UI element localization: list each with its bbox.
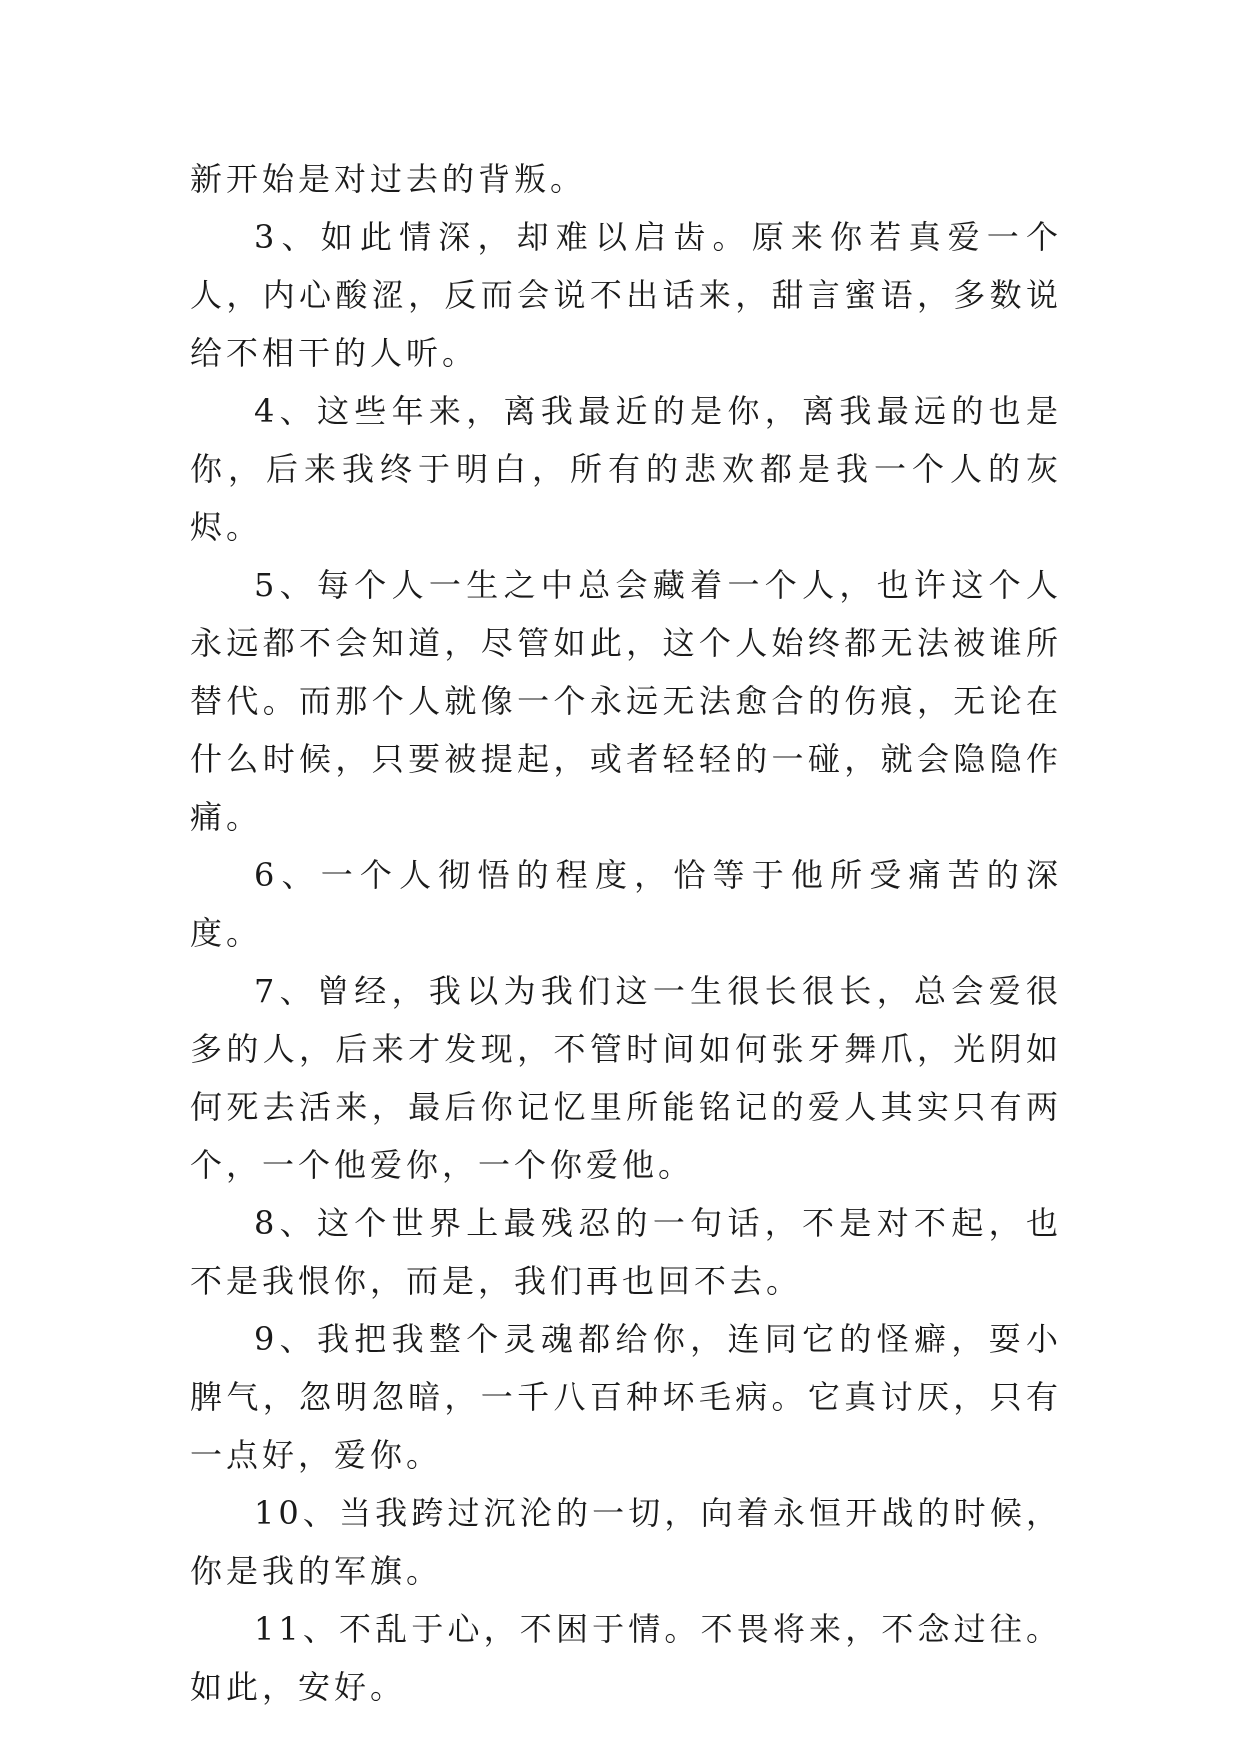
paragraph-item-5: 5、每个人一生之中总会藏着一个人，也许这个人永远都不会知道，尽管如此，这个人始终都无法被谁所替代。而那个人就像一个永远无法愈合的伤痕，无论在什么时候，只要被提起，或者轻轻的一碰，就会隐隐作痛。: [190, 566, 1062, 836]
paragraph-continuation: 新开始是对过去的背叛。: [190, 160, 587, 198]
document-body: [190, 150, 1062, 1716]
paragraph-item-10: 10、当我跨过沉沦的一切，向着永恒开战的时候，你是我的军旗。: [190, 1494, 1062, 1590]
paragraph-item-6: 6、一个人彻悟的程度，恰等于他所受痛苦的深度。: [190, 856, 1062, 952]
paragraph-item-11: 11、不乱于心，不困于情。不畏将来，不念过往。如此，安好。: [190, 1610, 1062, 1706]
paragraph-item-9: 9、我把我整个灵魂都给你，连同它的怪癖，耍小脾气，忽明忽暗，一千八百种坏毛病。它真讨厌，只有一点好，爱你。: [190, 1320, 1062, 1474]
paragraph-item-7: 7、曾经，我以为我们这一生很长很长，总会爱很多的人，后来才发现，不管时间如何张牙舞爪，光阴如何死去活来，最后你记忆里所能铭记的爱人其实只有两个，一个他爱你，一个你爱他。: [190, 972, 1062, 1184]
paragraph-item-3: 3、如此情深，却难以启齿。原来你若真爱一个人，内心酸涩，反而会说不出话来，甜言蜜语，多数说给不相干的人听。: [190, 218, 1062, 372]
paragraph-item-4: 4、这些年来，离我最近的是你，离我最远的也是你，后来我终于明白，所有的悲欢都是我一个人的灰烬。: [190, 392, 1062, 546]
paragraph-item-8: 8、这个世界上最残忍的一句话，不是对不起，也不是我恨你，而是，我们再也回不去。: [190, 1204, 1062, 1300]
